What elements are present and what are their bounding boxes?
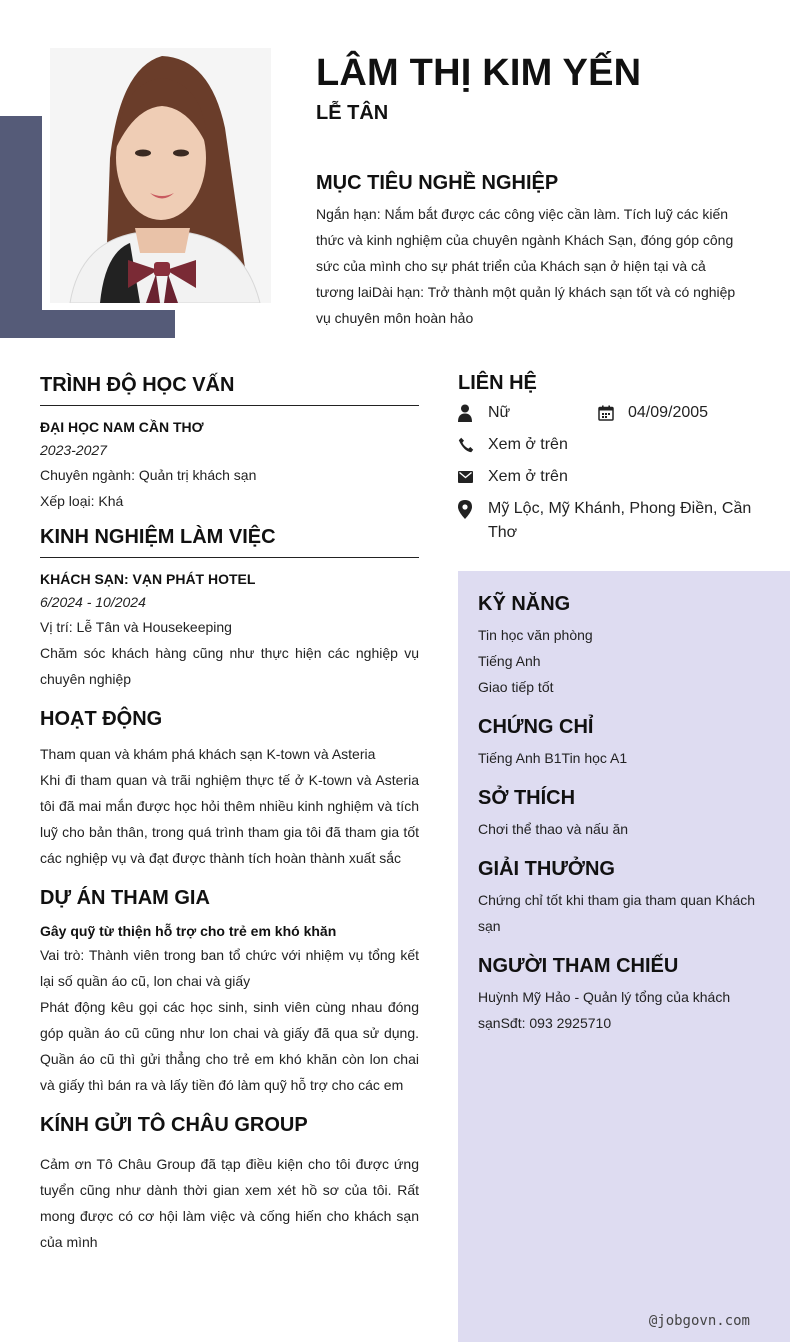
contact-row-gender-birthday [458,401,758,425]
certificates-section [478,716,758,771]
hobbies-text: Chơi thể thao và nấu ăn [478,821,629,837]
education-grade: Xếp loại: Khá [40,493,124,509]
letter-title: KÍNH GỬI TÔ CHÂU GROUP [40,1114,308,1136]
letter-text: Cảm ơn Tô Châu Group đã tạp điều kiện cho tôi được ứng tuyển cũng như dành thời gian xem xét hồ sơ của tôi. Rất mong được có cơ hội làm việc và cống hiến cho khách sạn của mình [40,1156,419,1250]
contact-row-phone [458,433,758,457]
candidate-name: LÂM THỊ KIM YẾN [316,52,642,94]
career-objective-section [316,172,746,331]
project-name: Gây quỹ từ thiện hỗ trợ cho trẻ em khó khăn [40,923,337,939]
watermark: @jobgovn.com [648,1313,750,1329]
skills-title: KỸ NĂNG [478,593,571,615]
sidebar-panel [458,571,790,1342]
activities-title: HOẠT ĐỘNG [40,708,163,730]
education-period: 2023-2027 [40,442,107,458]
contact-email: Xem ở trên [488,468,568,485]
contact-address: Mỹ Lộc, Mỹ Khánh, Phong Điền, Cần Thơ [488,500,752,541]
candidate-role: LỄ TÂN [316,102,389,124]
projects-title: DỰ ÁN THAM GIA [40,887,210,909]
skills-section [478,593,758,700]
experience-period: 6/2024 - 10/2024 [40,594,146,610]
references-title: NGƯỜI THAM CHIẾU [478,955,679,977]
accent-bar-foot [0,310,175,338]
references-section [478,955,758,1036]
location-pin-icon [458,497,488,521]
education-major: Chuyên ngành: Quản trị khách sạn [40,467,257,483]
skill-item: Giao tiếp tốt [478,679,554,695]
project-role: Vai trò: Thành viên trong ban tổ chức với nhiệm vụ tổng kết lại số quần áo cũ, lon chai và giấy [40,947,419,989]
profile-photo [50,48,271,303]
person-icon [458,401,488,425]
experience-position: Vị trí: Lễ Tân và Housekeeping [40,619,232,635]
education-school: ĐẠI HỌC NAM CẦN THƠ [40,419,204,435]
skill-item: Tiếng Anh [478,653,541,669]
objective-title: MỤC TIÊU NGHỀ NGHIỆP [316,172,559,194]
experience-company: KHÁCH SẠN: VẠN PHÁT HOTEL [40,571,256,587]
contact-birthday: 04/09/2005 [628,404,709,421]
education-title: TRÌNH ĐỘ HỌC VẤN [40,374,419,406]
accent-bar [0,116,42,338]
calendar-icon [598,401,628,425]
awards-title: GIẢI THƯỞNG [478,858,615,880]
contact-title: LIÊN HỆ [458,372,537,394]
contact-row-email [458,465,758,489]
left-column [40,374,419,1255]
awards-section [478,858,758,939]
certificates-title: CHỨNG CHỈ [478,716,594,738]
objective-text: Ngắn hạn: Nắm bắt được các công việc cần làm. Tích luỹ các kiến thức và kinh nghiệm của chuyên ngành Khách Sạn, đóng góp công sức của mình cho sự phát triển của Khách sạn ở hiện tại và cả tương laiDài hạn: Trở thành một quản lý khách sạn tốt và có nghiệp vụ chuyên môn hoàn hảo [316,206,736,326]
experience-description: Chăm sóc khách hàng cũng như thực hiện các nghiệp vụ chuyên nghiệp [40,645,419,687]
activities-line1: Tham quan và khám phá khách sạn K-town và Asteria [40,746,376,762]
contact-section [458,372,758,553]
contact-phone: Xem ở trên [488,436,568,453]
certificates-text: Tiếng Anh B1Tin học A1 [478,750,628,766]
mail-icon [458,465,488,489]
project-description: Phát động kêu gọi các học sinh, sinh viên cùng nhau đóng góp quần áo cũ cũng như lon chai và giấy đã qua sử dụng. Quần áo cũ thì gửi thẳng cho trẻ em khó khăn còn lon chai và giấy thì bán ra và lấy tiền đó làm quỹ hỗ trợ cho các em [40,999,419,1093]
hobbies-section [478,787,758,842]
activities-line2: Khi đi tham quan và trãi nghiệm thực tế ở K-town và Asteria tôi đã mai mắn được học hỏi thêm nhiều kinh nghiệm và tích luỹ cho bản thân, trong quá trình tham gia tôi đã tham gia tốt các nghiệp vụ và đạt được thành tích hoàn thành xuất sắc [40,772,419,866]
contact-gender: Nữ [488,404,511,421]
experience-title: KINH NGHIỆM LÀM VIỆC [40,526,419,558]
portrait-illustration [50,48,271,303]
awards-text: Chứng chỉ tốt khi tham gia tham quan Khách sạn [478,892,756,934]
phone-icon [458,433,488,457]
hobbies-title: SỞ THÍCH [478,787,576,809]
skill-item: Tin học văn phòng [478,627,593,643]
contact-row-address [458,497,758,545]
references-text: Huỳnh Mỹ Hảo - Quản lý tổng của khách sạnSđt: 093 2925710 [478,989,731,1031]
